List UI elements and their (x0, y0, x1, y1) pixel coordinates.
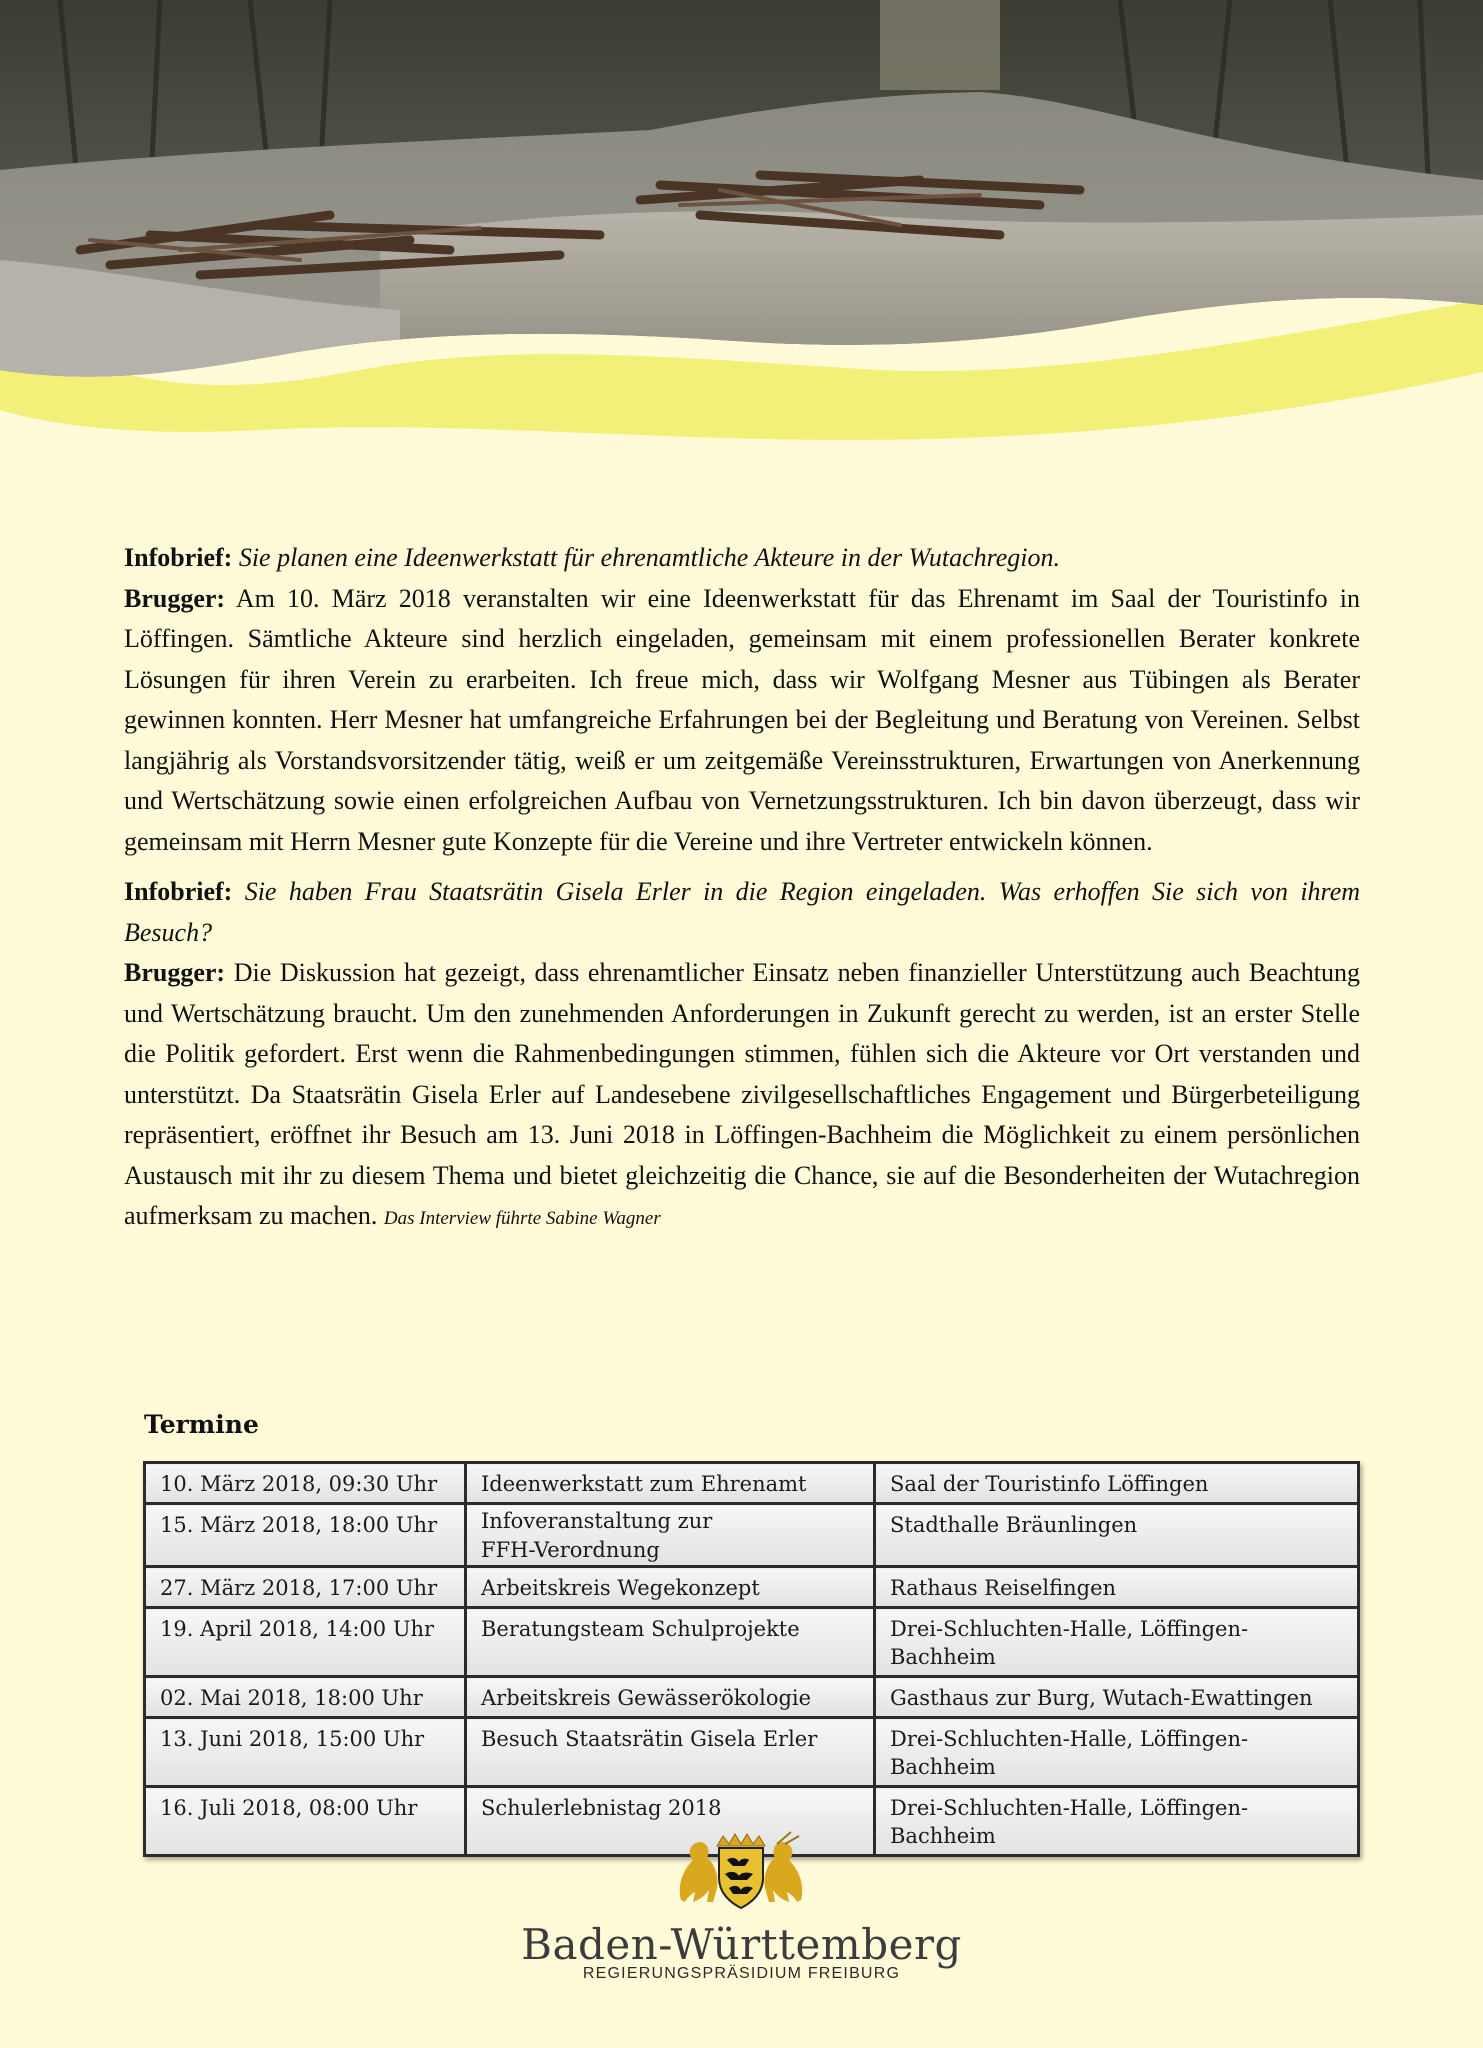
question-line (124, 538, 1360, 579)
table-row (145, 1463, 1359, 1504)
answer-text: Die Diskussion hat gezeigt, dass ehrenamtlicher Einsatz neben finanzieller Unterstützung auch Beachtung und Wertschätzung braucht. Um den zunehmenden Anforderungen in Zukunft gerecht zu werden, ist an erster Stelle die Politik gefordert. Erst wenn die Rahmenbedingungen stimmen, fühlen sich die Akteure vor Ort verstanden und unterstützt. Da Staatsrätin Gisela Erler auf Landesebene zivilgesellschaftliches Engagement und Bürgerbeteiligung repräsentiert, eröffnet ihr Besuch am 13. Juni 2018 in Löffingen-Bachheim die Möglichkeit zu einem persönlichen Austausch mit ihr zu diesem Thema und bietet gleichzeitig die Chance, sie auf die Besonderheiten der Wutachregion aufmerksam zu machen. (124, 958, 1361, 1230)
table-row (145, 1608, 1359, 1677)
location-cell: Saal der Touristinfo Löffingen (875, 1463, 1359, 1504)
question-speaker: Infobrief: (124, 543, 233, 572)
interview-block-2 (124, 872, 1360, 1240)
interview-block-1 (124, 538, 1360, 862)
coat-of-arms-icon (673, 1830, 809, 1910)
question-text: Sie planen eine Ideenwerkstatt für ehrenamtliche Akteure in der Wutachregion. (238, 543, 1061, 572)
event-cell (466, 1504, 875, 1567)
event-line-1: Infoveranstaltung zur (481, 1509, 713, 1533)
termine-table (143, 1461, 1360, 1857)
question-line (124, 872, 1360, 953)
table-row (145, 1677, 1359, 1718)
location-cell: Drei-Schluchten-Halle, Löffingen-Bachheim (875, 1787, 1359, 1856)
location-cell: Drei-Schluchten-Halle, Löffingen-Bachheim (875, 1718, 1359, 1787)
table-row (145, 1504, 1359, 1567)
baden-wuerttemberg-wordmark: Baden-Württemberg (521, 1920, 962, 1969)
answer-text: Am 10. März 2018 veranstalten wir eine Ideenwerkstatt für das Ehrenamt im Saal der Touristinfo in Löffingen. Sämtliche Akteure sind herzlich eingeladen, gemeinsam mit einem professionellen Berater konkrete Lösungen für ihren Verein zu erarbeiten. Ich freue mich, dass wir Wolfgang Mesner aus Tübingen als Berater gewinnen konnten. Herr Mesner hat umfangreiche Erfahrungen bei der Begleitung und Beratung von Vereinen. Selbst langjährig als Vorstandsvorsitzender tätig, weiß er um zeitgemäße Vereinsstrukturen, Erwartungen von Anerkennung und Wertschätzung sowie einen erfolgreichen Aufbau von Vernetzungsstrukturen. Ich bin davon überzeugt, dass wir gemeinsam mit Herrn Mesner gute Konzepte für die Vereine und ihre Vertreter entwickeln können. (124, 583, 1360, 856)
footer-logo (0, 1820, 1483, 2040)
answer-speaker: Brugger: (124, 958, 226, 987)
date-cell: 16. Juli 2018, 08:00 Uhr (145, 1787, 466, 1856)
interview-credit: Das Interview führte Sabine Wagner (383, 1208, 661, 1229)
location-cell: Gasthaus zur Burg, Wutach-Ewattingen (875, 1677, 1359, 1718)
event-cell: Schulerlebnistag 2018 (466, 1787, 875, 1856)
date-cell: 15. März 2018, 18:00 Uhr (145, 1504, 466, 1567)
location-cell: Rathaus Reiselfingen (875, 1567, 1359, 1608)
table-row (145, 1718, 1359, 1787)
event-cell: Ideenwerkstatt zum Ehrenamt (466, 1463, 875, 1504)
termine-heading: Termine (144, 1410, 259, 1439)
interview-article (124, 538, 1360, 1240)
event-cell: Besuch Staatsrätin Gisela Erler (466, 1718, 875, 1787)
date-cell: 02. Mai 2018, 18:00 Uhr (145, 1677, 466, 1718)
location-cell: Stadthalle Bräunlingen (875, 1504, 1359, 1567)
date-cell: 27. März 2018, 17:00 Uhr (145, 1567, 466, 1608)
question-speaker: Infobrief: (124, 877, 233, 906)
date-cell: 13. Juni 2018, 15:00 Uhr (145, 1718, 466, 1787)
location-cell: Drei-Schluchten-Halle, Löffingen-Bachheim (875, 1608, 1359, 1677)
regierungspraesidium-line: REGIERUNGSPRÄSIDIUM FREIBURG (582, 1965, 901, 1982)
answer-speaker: Brugger: (124, 583, 226, 613)
date-cell: 10. März 2018, 09:30 Uhr (145, 1463, 466, 1504)
river-driftwood-photo (0, 0, 1483, 460)
event-cell: Arbeitskreis Gewässerökologie (466, 1677, 875, 1718)
header-photo (0, 0, 1483, 460)
event-line-2: FFH-Verordnung (481, 1538, 660, 1562)
event-cell: Beratungsteam Schulprojekte (466, 1608, 875, 1677)
event-cell: Arbeitskreis Wegekonzept (466, 1567, 875, 1608)
question-text: Sie haben Frau Staatsrätin Gisela Erler in die Region eingeladen. Was erhoffen Sie sich von ihrem Besuch? (124, 877, 1361, 947)
table-row (145, 1567, 1359, 1608)
date-cell: 19. April 2018, 14:00 Uhr (145, 1608, 466, 1677)
